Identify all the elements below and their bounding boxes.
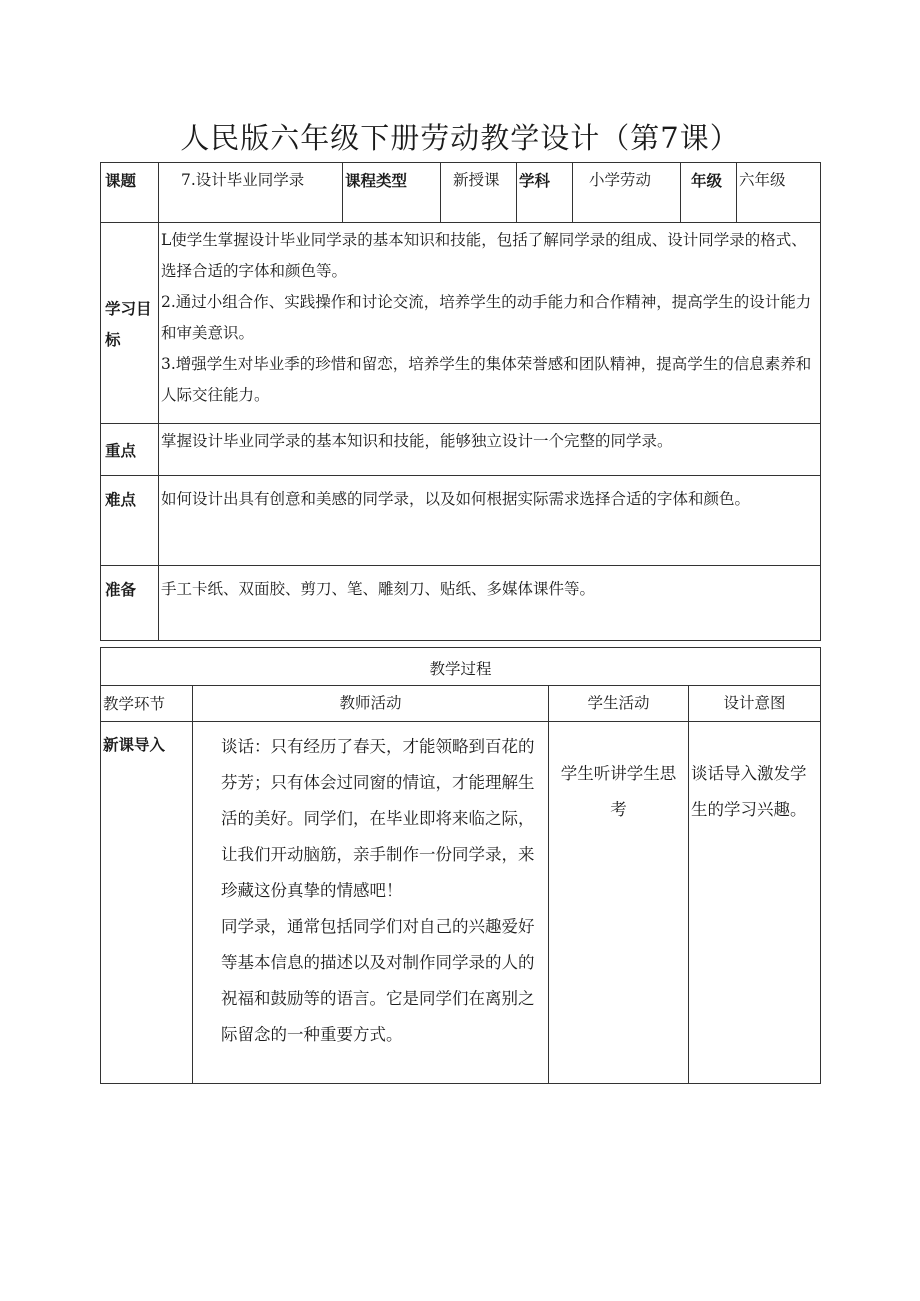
difficulty-value: 如何设计出具有创意和美感的同学录，以及如何根据实际需求选择合适的字体和颜色。	[159, 476, 821, 566]
type-value: 新授课	[441, 163, 517, 223]
goals-value	[159, 223, 821, 424]
column-header: 教师活动	[193, 686, 549, 722]
process-header: 教学过程	[101, 648, 821, 686]
column-header: 教学环节	[101, 686, 193, 722]
column-header: 设计意图	[689, 686, 821, 722]
stage-cell: 新课导入	[101, 722, 193, 1084]
prep-value: 手工卡纸、双面胶、剪刀、笔、雕刻刀、贴纸、多媒体课件等。	[159, 566, 821, 641]
goals-label: 学习目标	[101, 223, 159, 424]
prep-label: 准备	[101, 566, 159, 641]
teaching-process-table	[100, 647, 821, 1084]
table-row	[101, 722, 821, 1084]
design-intent-cell: 谈话导入激发学生的学习兴趣。	[689, 722, 821, 1084]
course-value: 7.设计毕业同学录	[159, 163, 343, 223]
course-label: 课题	[101, 163, 159, 223]
lesson-info-table	[100, 162, 821, 641]
difficulty-label: 难点	[101, 476, 159, 566]
column-header: 学生活动	[549, 686, 689, 722]
key-label: 重点	[101, 424, 159, 476]
goal-item: 3.增强学生对毕业季的珍惜和留恋，培养学生的集体荣誉感和团队精神，提高学生的信息素养和人际交往能力。	[161, 355, 812, 404]
teacher-activity-cell: 谈话：只有经历了春天，才能领略到百花的芬芳；只有体会过同窗的情谊，才能理解生活的美好。同学们，在毕业即将来临之际，让我们开动脑筋，亲手制作一份同学录，来珍藏这份真挚的情感吧！ 同学录，通常包括同学们对自己的兴趣爱好等基本信息的描述以及对制作同学录的人的祝福和鼓励等的语言。它是同学们在离别之际留念的一种重要方式。	[193, 722, 549, 1084]
student-activity-cell: 学生听讲学生思考	[549, 722, 689, 1084]
grade-value: 六年级	[737, 163, 821, 223]
type-label: 课程类型	[343, 163, 441, 223]
grade-label: 年级	[681, 163, 737, 223]
subject-value: 小学劳动	[573, 163, 681, 223]
goal-item: L使学生掌握设计毕业同学录的基本知识和技能，包括了解同学录的组成、设计同学录的格式、选择合适的字体和颜色等。	[161, 231, 807, 280]
page-title: 人民版六年级下册劳动教学设计（第7课）	[180, 121, 740, 155]
goal-item: 2.通过小组合作、实践操作和讨论交流，培养学生的动手能力和合作精神，提高学生的设计能力和审美意识。	[161, 293, 812, 342]
subject-label: 学科	[517, 163, 573, 223]
key-value: 掌握设计毕业同学录的基本知识和技能，能够独立设计一个完整的同学录。	[159, 424, 821, 476]
